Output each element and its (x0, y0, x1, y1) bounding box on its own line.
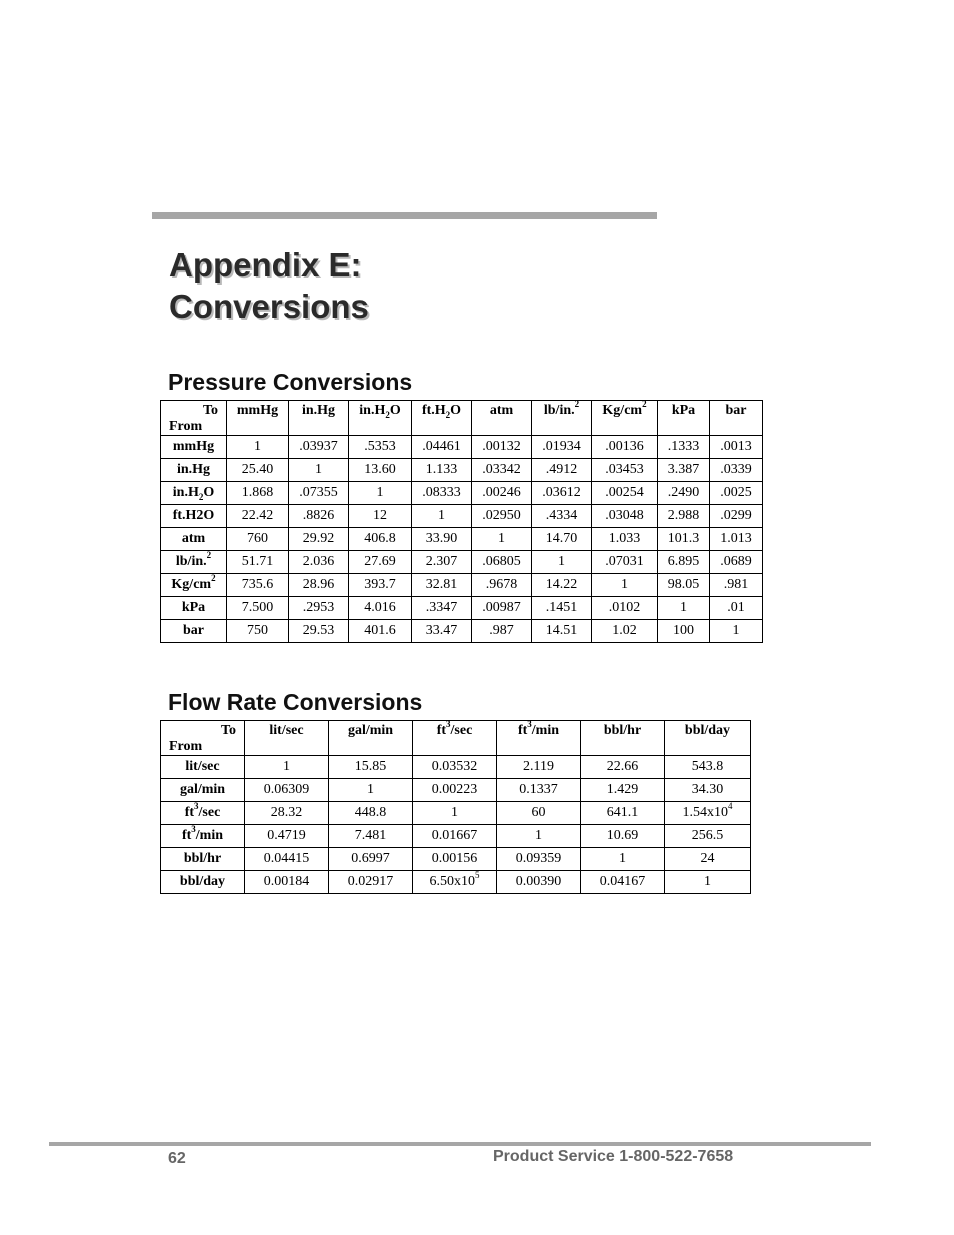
table-cell: .0025 (710, 482, 763, 505)
row-header (161, 848, 245, 871)
text-part: ft (181, 828, 192, 843)
table-cell: .3347 (412, 597, 472, 620)
table-cell (497, 871, 581, 894)
text-part: gal/min (179, 782, 226, 797)
subscript: 2 (385, 409, 390, 420)
table-cell (413, 848, 497, 871)
row-header (161, 436, 227, 459)
page-number: 62 (168, 1150, 186, 1167)
table-cell: .00132 (472, 436, 532, 459)
table-cell: 27.69 (349, 551, 412, 574)
row-header (161, 459, 227, 482)
column-header (227, 401, 289, 436)
table-cell: 2.988 (658, 505, 710, 528)
table-cell (581, 871, 665, 894)
table-cell (665, 871, 751, 894)
pressure-header-row (161, 401, 763, 436)
table-row (161, 779, 751, 802)
table-row (161, 597, 763, 620)
text-part: 448.8 (354, 805, 387, 820)
table-cell (497, 756, 581, 779)
table-cell: .1451 (532, 597, 592, 620)
column-header (665, 721, 751, 756)
column-header (413, 721, 497, 756)
table-cell: 735.6 (227, 574, 289, 597)
table-row (161, 871, 751, 894)
table-cell: 28.96 (289, 574, 349, 597)
text-part: 2.119 (523, 759, 554, 774)
table-cell: 393.7 (349, 574, 412, 597)
text-part: bar (725, 403, 747, 418)
text-part: 10.69 (606, 828, 639, 843)
text-part: in.H (359, 403, 386, 418)
table-cell: 14.51 (532, 620, 592, 643)
table-cell (245, 802, 329, 825)
text-part: Kg/cm (602, 403, 643, 418)
superscript: 2 (211, 573, 216, 584)
text-part: 641.1 (606, 805, 639, 820)
table-row (161, 528, 763, 551)
table-cell: .0689 (710, 551, 763, 574)
text-part: bar (183, 623, 204, 638)
text-part: 0.03532 (431, 759, 478, 774)
text-part: 24 (700, 851, 715, 866)
text-part: ft (184, 805, 195, 820)
row-header (161, 779, 245, 802)
subscript: 2 (198, 491, 204, 502)
table-cell: .2490 (658, 482, 710, 505)
text-part: atm (489, 403, 514, 418)
table-cell: .8826 (289, 505, 349, 528)
column-header (497, 721, 581, 756)
row-header (161, 597, 227, 620)
superscript: 3 (194, 801, 199, 812)
table-cell (329, 848, 413, 871)
table-cell: 13.60 (349, 459, 412, 482)
column-header (710, 401, 763, 436)
text-part: 1 (704, 874, 711, 889)
text-part: bbl/hr (183, 851, 222, 866)
pressure-conversion-table (160, 400, 763, 643)
row-header (161, 620, 227, 643)
text-part: /min (195, 828, 224, 843)
flow-rate-conversion-table (160, 720, 751, 894)
table-cell (497, 779, 581, 802)
text-part: 0.01667 (431, 828, 478, 843)
table-cell: .4334 (532, 505, 592, 528)
table-cell: 25.40 (227, 459, 289, 482)
corner-to-label: To (220, 723, 236, 738)
table-cell: 1.133 (412, 459, 472, 482)
text-part: bbl/day (684, 723, 731, 738)
text-part: 0.4719 (267, 828, 306, 843)
row-header (161, 505, 227, 528)
table-cell: 12 (349, 505, 412, 528)
text-part: 0.02917 (347, 874, 394, 889)
table-cell (329, 756, 413, 779)
superscript: 2 (642, 399, 647, 410)
table-cell: 33.90 (412, 528, 472, 551)
table-cell: .981 (710, 574, 763, 597)
table-cell (413, 779, 497, 802)
table-cell: 1.013 (710, 528, 763, 551)
superscript: 3 (191, 824, 196, 835)
text-part: 7.481 (354, 828, 387, 843)
table-cell (245, 848, 329, 871)
text-part: 6.50x10 (429, 874, 475, 889)
table-cell: 98.05 (658, 574, 710, 597)
table-cell (329, 802, 413, 825)
table-cell: .02950 (472, 505, 532, 528)
table-cell: .06805 (472, 551, 532, 574)
table-cell: .0299 (710, 505, 763, 528)
page-title (169, 244, 369, 328)
row-header (161, 574, 227, 597)
text-part: in.H (172, 485, 199, 500)
table-cell: 760 (227, 528, 289, 551)
table-cell: .08333 (412, 482, 472, 505)
text-part: lit/sec (269, 723, 304, 738)
table-cell: 14.22 (532, 574, 592, 597)
text-part: 0.09359 (515, 851, 562, 866)
text-part: O (450, 403, 462, 418)
table-cell (413, 802, 497, 825)
table-cell: 4.016 (349, 597, 412, 620)
text-part: 0.00223 (431, 782, 478, 797)
text-part: 0.6997 (351, 851, 390, 866)
text-part: 60 (531, 805, 546, 820)
table-cell (497, 848, 581, 871)
table-cell: 401.6 (349, 620, 412, 643)
text-part: in.Hg (176, 462, 211, 477)
column-header (329, 721, 413, 756)
text-part: lb/in. (543, 403, 575, 418)
text-part: /sec (450, 723, 473, 738)
table-cell (497, 825, 581, 848)
text-part: mmHg (172, 439, 215, 454)
table-cell: .03937 (289, 436, 349, 459)
table-cell (329, 871, 413, 894)
table-row (161, 848, 751, 871)
text-part: lit/sec (185, 759, 220, 774)
row-header (161, 871, 245, 894)
superscript: 4 (728, 801, 733, 812)
table-cell (329, 779, 413, 802)
corner-to-label: To (202, 403, 218, 418)
text-part: ft (517, 723, 528, 738)
table-cell (581, 825, 665, 848)
text-part: 1.429 (606, 782, 639, 797)
table-cell: 1.868 (227, 482, 289, 505)
footer-contact: Product Service 1-800-522-7658 (493, 1148, 734, 1165)
table-cell: .0013 (710, 436, 763, 459)
table-cell: 1 (592, 574, 658, 597)
text-part: O (203, 485, 215, 500)
table-cell: 101.3 (658, 528, 710, 551)
table-row (161, 459, 763, 482)
text-part: lb/in. (175, 554, 207, 569)
table-row (161, 620, 763, 643)
text-part: 1 (283, 759, 290, 774)
top-divider (152, 212, 657, 219)
table-cell: 14.70 (532, 528, 592, 551)
table-cell (581, 802, 665, 825)
text-part: O (389, 403, 401, 418)
table-cell: 100 (658, 620, 710, 643)
table-cell (581, 756, 665, 779)
table-cell: 22.42 (227, 505, 289, 528)
table-cell: 1 (412, 505, 472, 528)
table-cell: 2.036 (289, 551, 349, 574)
table-cell (497, 802, 581, 825)
table-row (161, 482, 763, 505)
footer-divider (49, 1142, 871, 1146)
corner-from-label: From (169, 419, 203, 434)
table-corner-cell (161, 721, 245, 756)
subscript: 2 (445, 409, 451, 420)
table-cell (245, 825, 329, 848)
table-row (161, 574, 763, 597)
table-cell: .03612 (532, 482, 592, 505)
text-part: 0.1337 (519, 782, 558, 797)
column-header (592, 401, 658, 436)
text-part: kPa (671, 403, 696, 418)
table-cell: .987 (472, 620, 532, 643)
table-cell: .00987 (472, 597, 532, 620)
table-cell (665, 802, 751, 825)
table-cell: 2.307 (412, 551, 472, 574)
text-part: ft.H (421, 403, 446, 418)
table-cell: .00254 (592, 482, 658, 505)
table-cell: 7.500 (227, 597, 289, 620)
column-header (581, 721, 665, 756)
row-header (161, 756, 245, 779)
row-header (161, 802, 245, 825)
table-cell: 3.387 (658, 459, 710, 482)
text-part: 0.04415 (263, 851, 310, 866)
text-part: 0.06309 (263, 782, 310, 797)
text-part: 256.5 (691, 828, 724, 843)
text-part: 1 (535, 828, 542, 843)
table-cell: .03453 (592, 459, 658, 482)
superscript: 2 (206, 550, 212, 561)
table-cell: 33.47 (412, 620, 472, 643)
text-part: 0.00390 (515, 874, 562, 889)
table-cell: 750 (227, 620, 289, 643)
table-cell (665, 848, 751, 871)
table-row (161, 505, 763, 528)
table-cell: 1 (472, 528, 532, 551)
table-cell: .1333 (658, 436, 710, 459)
superscript: 3 (527, 719, 532, 730)
text-part: 1.54x10 (682, 805, 728, 820)
pressure-section-heading: Pressure Conversions (168, 369, 413, 395)
table-cell: .00246 (472, 482, 532, 505)
table-cell: .5353 (349, 436, 412, 459)
table-cell: 29.92 (289, 528, 349, 551)
column-header (289, 401, 349, 436)
table-cell (665, 825, 751, 848)
text-part: 1 (451, 805, 458, 820)
flow-section-heading: Flow Rate Conversions (168, 689, 423, 715)
text-part: 22.66 (606, 759, 639, 774)
row-header (161, 551, 227, 574)
table-cell: 1 (227, 436, 289, 459)
table-cell: 1 (289, 459, 349, 482)
column-header (245, 721, 329, 756)
table-row (161, 802, 751, 825)
table-cell (245, 871, 329, 894)
table-cell: 29.53 (289, 620, 349, 643)
table-cell (413, 756, 497, 779)
table-cell: .00136 (592, 436, 658, 459)
table-cell: .4912 (532, 459, 592, 482)
text-part: bbl/hr (603, 723, 642, 738)
text-part: 0.00156 (431, 851, 478, 866)
table-row (161, 551, 763, 574)
table-row (161, 436, 763, 459)
superscript: 5 (475, 870, 480, 881)
table-cell: .01 (710, 597, 763, 620)
table-cell: .2953 (289, 597, 349, 620)
text-part: atm (181, 531, 206, 546)
text-part: 34.30 (691, 782, 724, 797)
column-header (412, 401, 472, 436)
table-cell: .0339 (710, 459, 763, 482)
table-cell: .0102 (592, 597, 658, 620)
row-header (161, 825, 245, 848)
corner-from-label: From (169, 739, 203, 754)
table-cell: .07355 (289, 482, 349, 505)
text-part: 15.85 (354, 759, 387, 774)
text-part: 28.32 (270, 805, 303, 820)
table-cell: 1 (658, 597, 710, 620)
table-cell: .01934 (532, 436, 592, 459)
text-part: /min (531, 723, 560, 738)
table-cell (665, 779, 751, 802)
row-header (161, 482, 227, 505)
text-part: bbl/day (179, 874, 226, 889)
text-part: Kg/cm (171, 577, 212, 592)
table-cell: 406.8 (349, 528, 412, 551)
table-cell (581, 779, 665, 802)
table-cell: 1 (532, 551, 592, 574)
table-corner-cell (161, 401, 227, 436)
table-cell (665, 756, 751, 779)
table-cell: .03048 (592, 505, 658, 528)
text-part: 0.04167 (599, 874, 646, 889)
title-line-1: Appendix E: (169, 246, 362, 283)
column-header (658, 401, 710, 436)
table-cell: 6.895 (658, 551, 710, 574)
column-header (532, 401, 592, 436)
table-row (161, 756, 751, 779)
table-cell (329, 825, 413, 848)
table-cell: .03342 (472, 459, 532, 482)
table-cell: 1 (349, 482, 412, 505)
flow-header-row (161, 721, 751, 756)
table-cell: .9678 (472, 574, 532, 597)
table-cell: .04461 (412, 436, 472, 459)
table-cell (581, 848, 665, 871)
table-cell (245, 779, 329, 802)
table-cell: .07031 (592, 551, 658, 574)
text-part: 1 (619, 851, 626, 866)
text-part: kPa (181, 600, 206, 615)
table-cell (413, 871, 497, 894)
title-line-2: Conversions (169, 288, 369, 325)
row-header (161, 528, 227, 551)
table-cell: 1.02 (592, 620, 658, 643)
text-part: 0.00184 (263, 874, 310, 889)
text-part: gal/min (347, 723, 394, 738)
column-header (349, 401, 412, 436)
text-part: mmHg (236, 403, 279, 418)
table-cell: 32.81 (412, 574, 472, 597)
table-cell (245, 756, 329, 779)
table-row (161, 825, 751, 848)
text-part: 1 (367, 782, 374, 797)
table-cell: 1.033 (592, 528, 658, 551)
text-part: in.Hg (301, 403, 336, 418)
superscript: 2 (574, 399, 580, 410)
text-part: 543.8 (691, 759, 724, 774)
table-cell (413, 825, 497, 848)
column-header (472, 401, 532, 436)
table-cell: 1 (710, 620, 763, 643)
table-cell: 51.71 (227, 551, 289, 574)
text-part: ft (436, 723, 447, 738)
text-part: /sec (198, 805, 221, 820)
text-part: ft.H2O (172, 508, 215, 523)
superscript: 3 (446, 719, 451, 730)
